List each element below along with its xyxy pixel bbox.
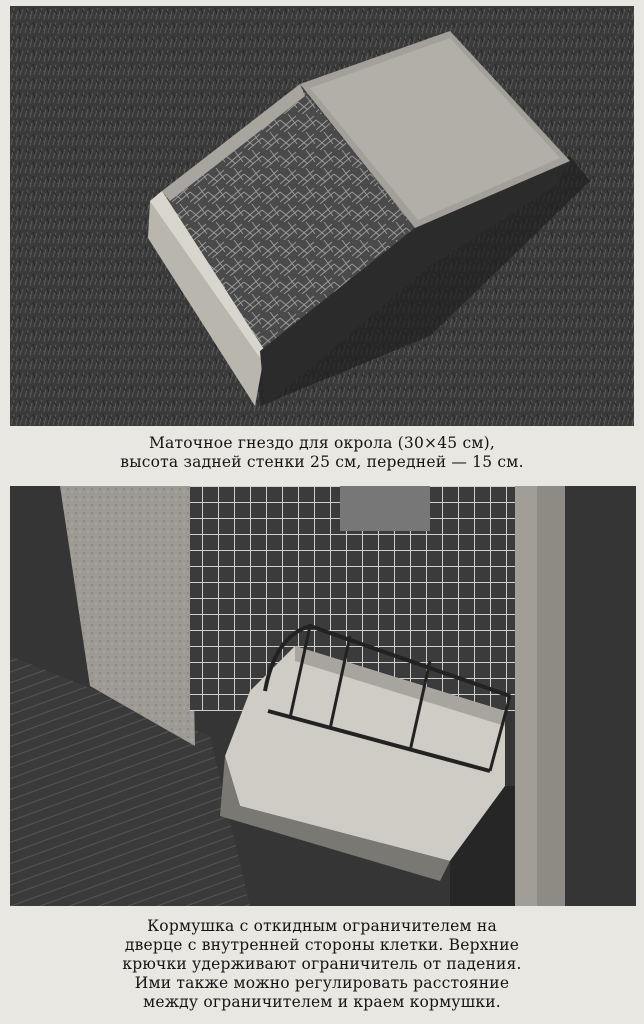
caption-line: крючки удерживают ограничитель от падения. (122, 955, 522, 973)
caption-line: Маточное гнездо для окрола (30×45 см), (148, 434, 495, 452)
caption-line: между ограничителем и краем кормушки. (143, 993, 501, 1011)
nest-box-photo (10, 6, 634, 426)
nest-box-caption (40, 434, 604, 472)
feeder-photo (10, 486, 636, 906)
caption-line: Кормушка с откидным ограничителем на (147, 917, 497, 935)
caption-line: Ими также можно регулировать расстояние (134, 974, 510, 992)
feeder-caption (30, 917, 614, 1012)
caption-line: высота задней стенки 25 см, передней — 15 см. (120, 453, 524, 471)
caption-line: дверце с внутренней стороны клетки. Верхние (124, 936, 520, 954)
